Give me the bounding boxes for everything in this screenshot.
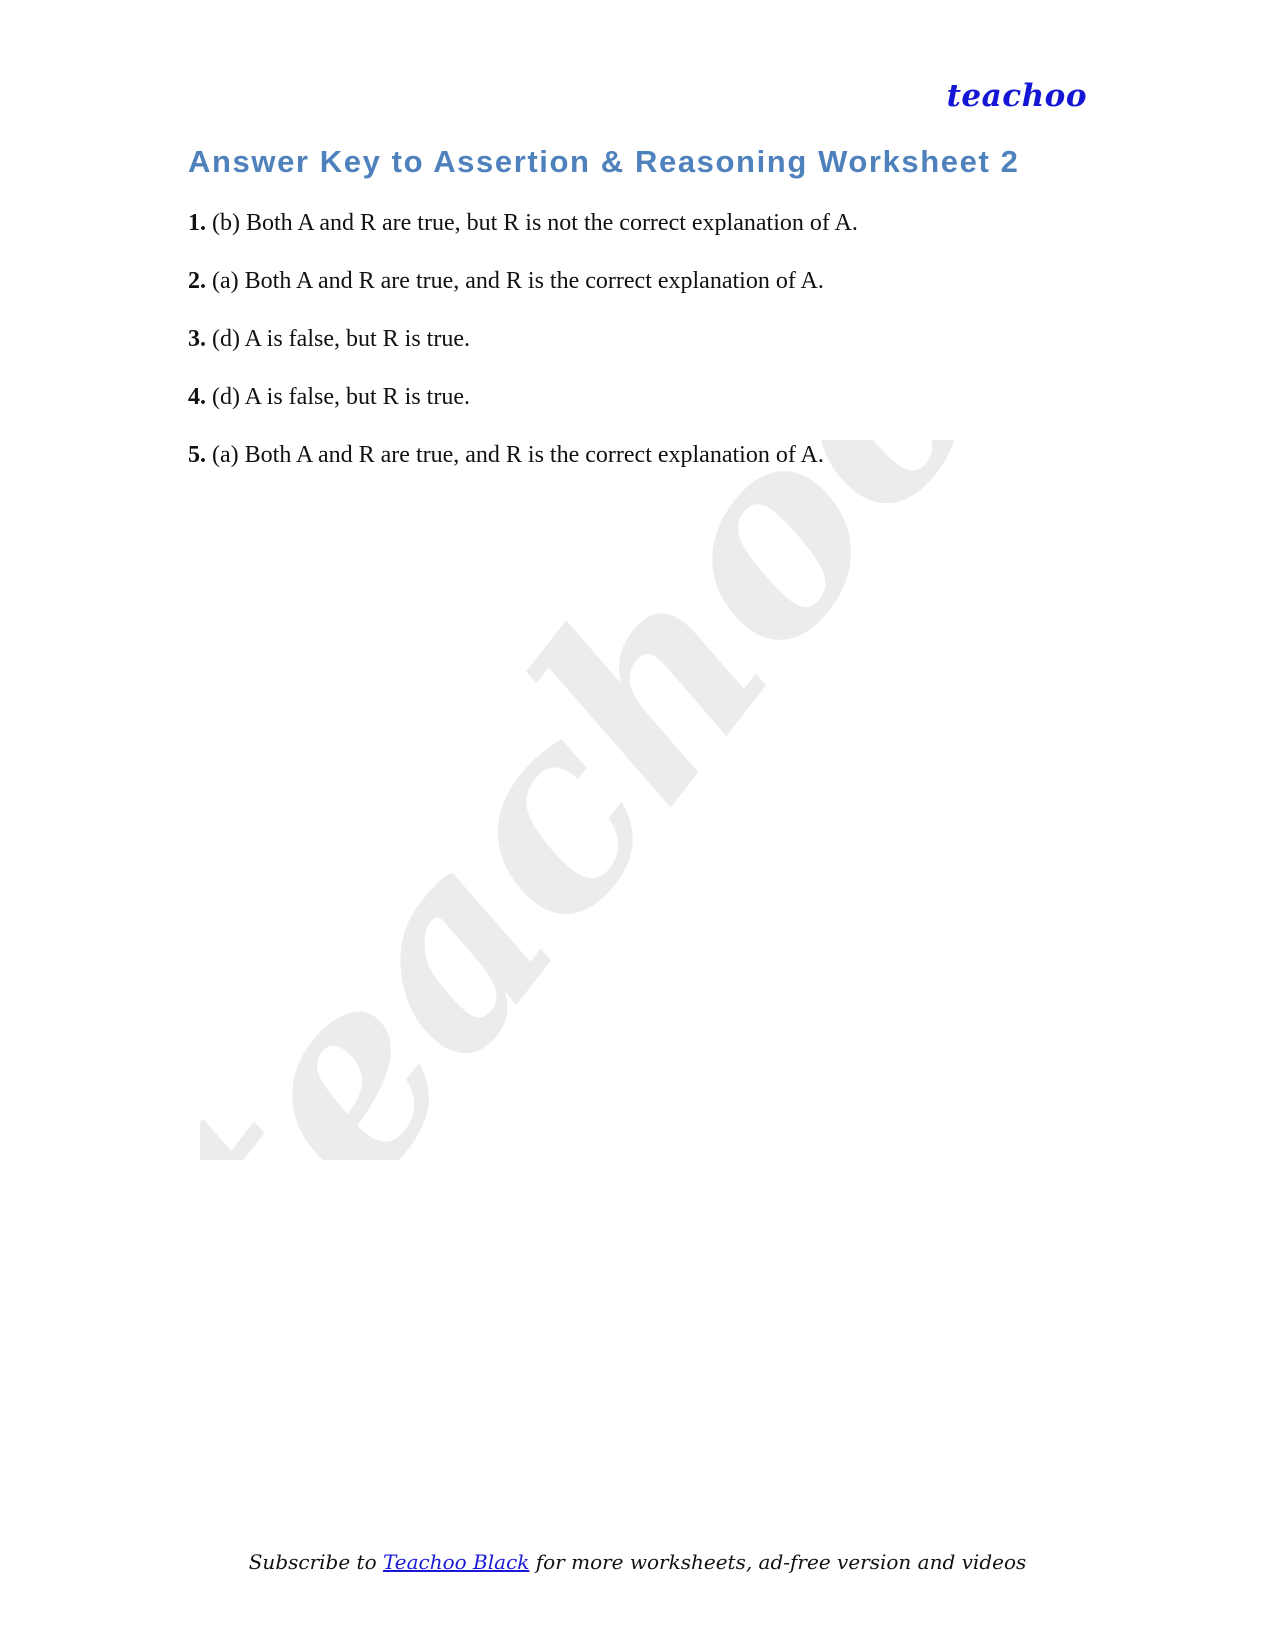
teachoo-logo: teachoo xyxy=(946,78,1087,114)
footer-suffix: for more worksheets, ad-free version and videos xyxy=(535,1550,1027,1574)
page-title: Answer Key to Assertion & Reasoning Worksheet 2 xyxy=(188,144,1020,179)
answer-text: (a) Both A and R are true, and R is the correct explanation of A. xyxy=(212,268,824,294)
answer-text: (d) A is false, but R is true. xyxy=(212,326,470,352)
list-item xyxy=(188,440,858,470)
list-item xyxy=(188,266,858,296)
answer-text: (d) A is false, but R is true. xyxy=(212,384,470,410)
teachoo-watermark xyxy=(200,440,1020,1160)
answer-number: 2. xyxy=(188,268,206,294)
watermark-text: teachoo xyxy=(200,440,1020,1160)
answer-list xyxy=(188,208,858,498)
answer-number: 5. xyxy=(188,442,206,468)
teachoo-black-link[interactable]: Teachoo Black xyxy=(382,1550,530,1574)
footer-prefix: Subscribe to xyxy=(248,1550,377,1574)
footer-note xyxy=(0,1550,1275,1574)
answer-text: (b) Both A and R are true, but R is not the correct explanation of A. xyxy=(212,210,858,236)
list-item xyxy=(188,324,858,354)
list-item xyxy=(188,208,858,238)
answer-text: (a) Both A and R are true, and R is the correct explanation of A. xyxy=(212,442,824,468)
answer-number: 3. xyxy=(188,326,206,352)
list-item xyxy=(188,382,858,412)
answer-number: 4. xyxy=(188,384,206,410)
answer-number: 1. xyxy=(188,210,206,236)
